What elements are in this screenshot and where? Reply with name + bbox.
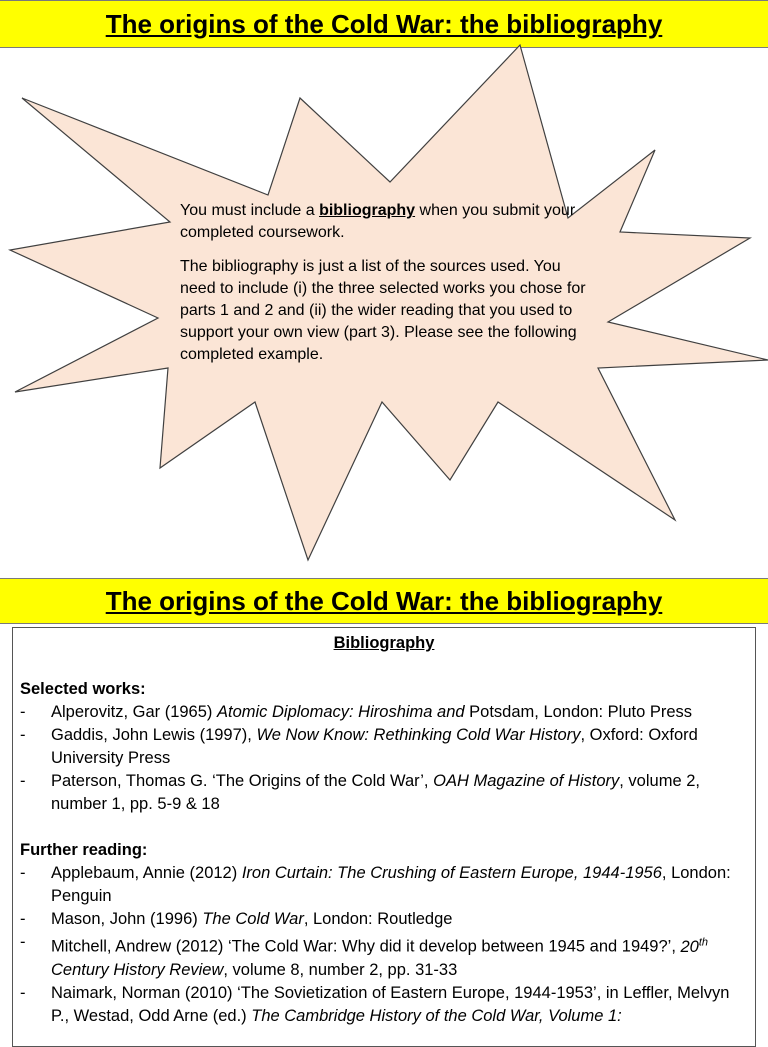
section-title: The origins of the Cold War: the bibliography	[0, 578, 768, 624]
selected-works-list	[13, 701, 755, 816]
callout-paragraph-1: You must include a bibliography when you submit your completed coursework.	[180, 202, 576, 241]
further-reading-list	[13, 862, 755, 1028]
selected-works-heading: Selected works:	[20, 680, 146, 698]
page-title: The origins of the Cold War: the bibliography	[0, 0, 768, 48]
bibliography-term: bibliography	[319, 202, 416, 219]
reference-item: - Paterson, Thomas G. ‘The Origins of the Cold War’, OAH Magazine of History, volume 2, number 1, pp. 5-9 & 18	[20, 770, 755, 816]
bibliography-box	[12, 627, 756, 1047]
reference-item: - Alperovitz, Gar (1965) Atomic Diplomacy: Hiroshima and Potsdam, London: Pluto Press	[20, 701, 755, 724]
further-reading-heading: Further reading:	[20, 841, 148, 859]
reference-item: - Gaddis, John Lewis (1997), We Now Know: Rethinking Cold War History, Oxford: Oxford University Press	[20, 724, 755, 770]
callout-paragraph-2: The bibliography is just a list of the sources used. You need to include (i) the three selected works you chose for parts 1 and 2 and (ii) the wider reading that you used to support your own view (part 3). Please see the following completed example.	[180, 258, 586, 363]
reference-item: - Naimark, Norman (2010) ‘The Sovietization of Eastern Europe, 1944-1953’, in Leffler, Melvyn P., Westad, Odd Arne (ed.) The Cambridge History of the Cold War, Volume 1:	[20, 982, 755, 1028]
reference-item: - Mitchell, Andrew (2012) ‘The Cold War: Why did it develop between 1945 and 1949?’, 20th Century History Review, volume 8, number 2, pp. 31-33	[20, 931, 755, 982]
reference-item: - Applebaum, Annie (2012) Iron Curtain: The Crushing of Eastern Europe, 1944-1956, London: Penguin	[20, 862, 755, 908]
bibliography-heading: Bibliography	[333, 634, 435, 652]
reference-item: - Mason, John (1996) The Cold War, London: Routledge	[20, 908, 755, 931]
callout-text	[180, 200, 595, 378]
